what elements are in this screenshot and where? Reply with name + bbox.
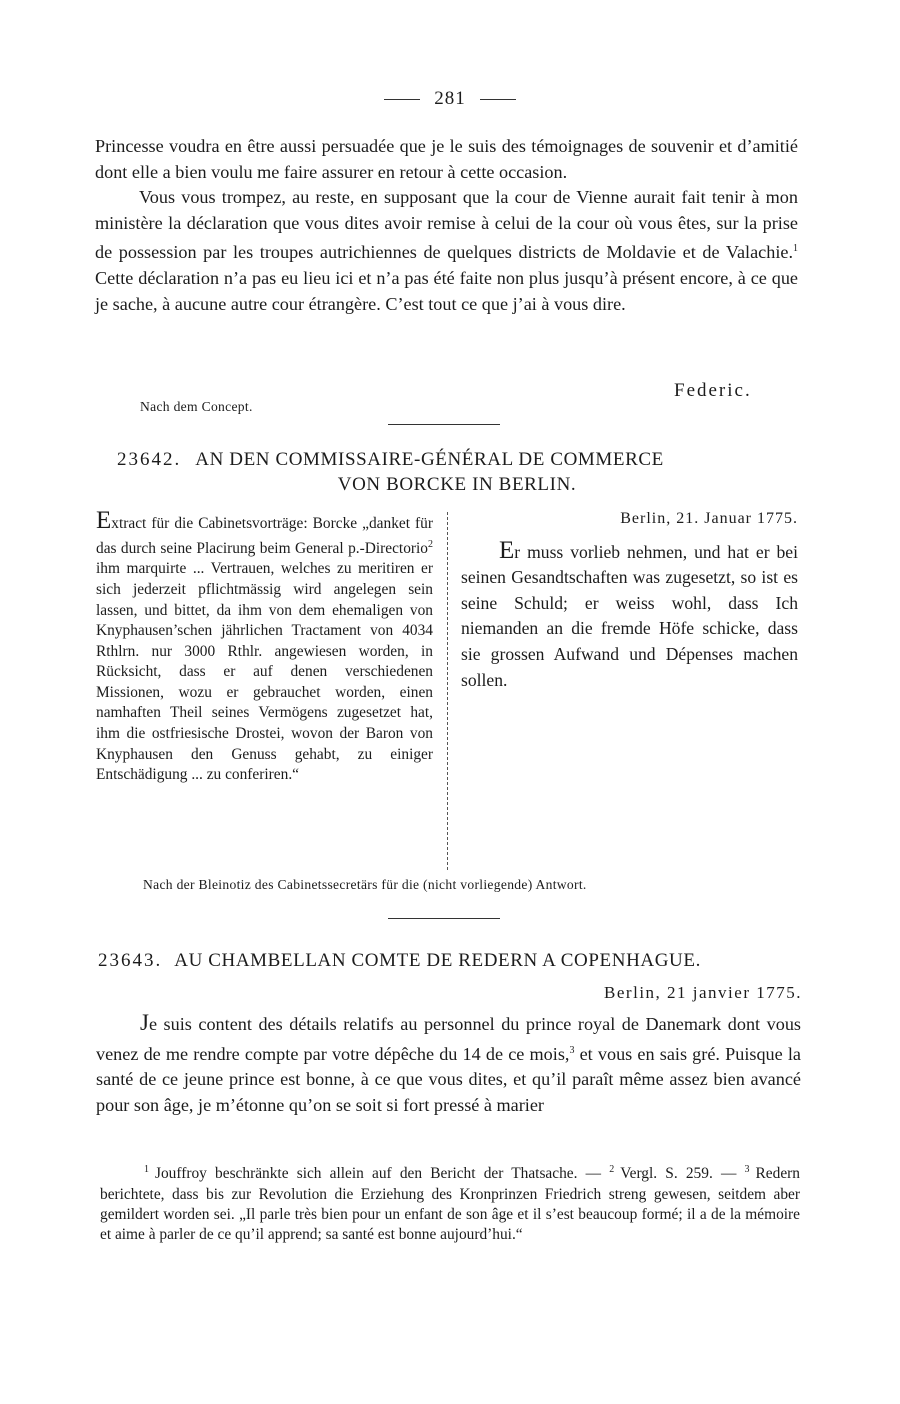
footnote-ref-1: 1	[793, 243, 798, 255]
footnote-1-2-3	[100, 1160, 800, 1246]
footnote-ref-2: 2	[428, 538, 433, 550]
heading-title-23643: AU CHAMBELLAN COMTE DE REDERN A COPENHAGUE.	[174, 950, 701, 971]
footnote-mark-2: 2	[609, 1164, 615, 1175]
document-heading-23642	[117, 447, 797, 497]
document-number-23642: 23642.	[117, 449, 182, 470]
footnote-1-text: Jouffroy beschränkte sich allein auf den Bericht der Thatsache. —	[155, 1165, 602, 1183]
letter-date-23643: Berlin, 21 janvier 1775.	[604, 983, 802, 1002]
footnote-mark-3: 3	[744, 1164, 750, 1175]
header-dash-left	[384, 99, 420, 100]
section-rule-2	[388, 918, 500, 919]
section-rule-1	[388, 424, 500, 425]
footnote-mark-1: 1	[144, 1164, 149, 1175]
letter-23643-text-a: e suis content des détails relatifs au personnel du prince royal de Danemark dont vous venez de me rendre compte par votre dépêche du 14 de ce mois,	[96, 1014, 801, 1064]
heading-title-1: AN DEN COMMISSAIRE-GÉNÉRAL DE COMMERCE	[195, 449, 664, 470]
heading-line-2: VON BORCKE IN BERLIN.	[337, 474, 577, 495]
extract-text	[96, 507, 433, 786]
letter-body-23643	[96, 1010, 801, 1118]
extract-initial: E	[96, 507, 112, 534]
reply-column	[461, 506, 798, 693]
heading-line-1	[117, 447, 797, 472]
letter-23643-text	[96, 1010, 801, 1118]
footnote-2-text: Vergl. S. 259. —	[620, 1165, 737, 1183]
reply-initial: E	[499, 536, 515, 564]
reply-text	[461, 538, 798, 694]
letter-para-2	[95, 185, 798, 317]
column-divider	[447, 512, 448, 870]
document-heading-23643	[98, 948, 803, 973]
letter-continuation	[95, 134, 798, 317]
document-number-23643: 23643.	[98, 950, 163, 971]
signature: Federic.	[674, 380, 752, 401]
header-dash-right	[480, 99, 516, 100]
footnote-ref-3: 3	[569, 1044, 575, 1056]
letter-para-2-rest: Cette déclaration n’a pas eu lieu ici et n’a pas été faite non plus jusqu’à présent encore, à ce que je sache, à aucune autre cour étrangère. C’est tout ce que j’ai à vous dire.	[95, 268, 798, 314]
footnotes	[100, 1160, 800, 1246]
letter-23643-initial: J	[140, 1010, 149, 1035]
extract-text-b: ihm marquirte ... Vertrauen, welches zu meritiren er sich jederzeit pflichtmässig wird angelegen sein lassen, und bittet, da ihm von dem ehemaligen von Knyphausen’schen jährlichen Tractament von 4034 Rthlrn. nur 3000 Rthlr. angewiesen worden, in Rücksicht, dass er auf denen verschiedenen Missionen, wozu er gebrauchet worden, einen namhaften Theil seines Vermögens zugesetzet hat, ihm die ostfriesische Drostei, wovon der Baron von Knyphausen den Genuss gehabt, zu einiger Entschädigung ... zu conferiren.“	[96, 560, 433, 784]
reply-text-body: r muss vorlieb nehmen, und hat er bei seinen Gesandtschaften was zugesetzt, so ist es seine Schuld; er weiss wohl, dass Ich niemanden an die fremde Höfe schicke, dass sie grossen Aufwand und Dépenses machen sollen.	[461, 541, 798, 690]
letter-para-1: Princesse voudra en être aussi persuadée que je le suis des témoignages de souvenir et d’amitié dont elle a bien voulu me faire assurer en retour à cette occasion.	[95, 136, 798, 182]
source-note-concept: Nach dem Concept.	[140, 399, 253, 414]
page-number: 281	[434, 88, 466, 109]
letter-para-2-text: Vous vous trompez, au reste, en supposant que la cour de Vienne aurait fait tenir à mon ministère la déclaration que vous dites avoir remise à celui de la cour où vous êtes, sur la prise de possession par les troupes autrichiennes de quelques districts de Moldavie et de Valachie.	[95, 187, 798, 263]
extract-column	[96, 507, 433, 786]
extract-text-a: xtract für die Cabinetsvorträge: Borcke „danket für das durch seine Placirung beim General p.-Directorio	[96, 515, 433, 557]
footnote-3-text: Redern berichtete, dass bis zur Revolution die Erziehung des Kronprinzen Friedrich streng gewesen, seitdem aber gemildert worden sei. „Il parle très bien pour un enfant de son âge et il s’est beaucoup formé; il a de la mémoire et aime à parler de ce qu’il apprend; sa santé est bonne aujourd’hui.“	[100, 1165, 800, 1244]
source-note-bleinotiz: Nach der Bleinotiz des Cabinetssecretärs für die (nicht vorliegende) Antwort.	[143, 877, 587, 892]
page-header	[0, 88, 900, 110]
letter-23643-text-b: et vous en sais gré. Puisque la santé de ce jeune prince est bonne, à ce que vous dites, et qu’il paraît même assez bien avancé pour son âge, je m’étonne qu’on se soit si fort pressé à marier	[96, 1043, 801, 1115]
reply-date: Berlin, 21. Januar 1775.	[620, 510, 798, 527]
